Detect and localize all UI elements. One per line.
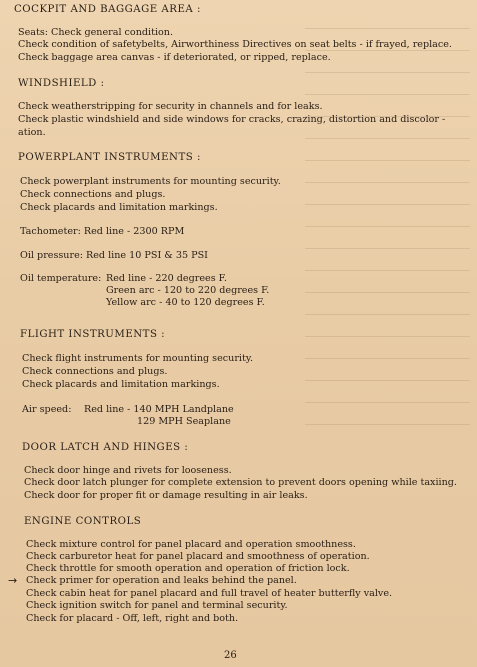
powerplant-line-2: Check connections and plugs. bbox=[20, 189, 166, 200]
door-heading: DOOR LATCH AND HINGES : bbox=[22, 442, 189, 453]
airspeed-line-2: 129 MPH Seaplane bbox=[137, 416, 231, 427]
powerplant-heading: POWERPLANT INSTRUMENTS : bbox=[18, 152, 201, 163]
engine-line-6: Check ignition switch for panel and terminal security. bbox=[26, 600, 288, 611]
door-line-1: Check door hinge and rivets for looseness. bbox=[24, 465, 232, 476]
page-number: 26 bbox=[224, 650, 237, 661]
oil-pressure-line: Oil pressure: Red line 10 PSI & 35 PSI bbox=[20, 250, 208, 261]
flight-line-3: Check placards and limitation markings. bbox=[22, 379, 220, 390]
margin-arrow-icon: → bbox=[8, 574, 18, 587]
door-line-3: Check door for proper fit or damage resulting in air leaks. bbox=[24, 490, 308, 501]
windshield-line-1: Check weatherstripping for security in channels and for leaks. bbox=[18, 101, 323, 112]
show-through-bleed bbox=[305, 18, 470, 438]
tachometer-line: Tachometer: Red line - 2300 RPM bbox=[20, 226, 185, 237]
flight-line-2: Check connections and plugs. bbox=[22, 366, 168, 377]
oil-temperature-label: Oil temperature: bbox=[20, 273, 102, 284]
engine-line-4: Check primer for operation and leaks behind the panel. bbox=[26, 575, 297, 586]
oil-temperature-line-1: Red line - 220 degrees F. bbox=[106, 273, 227, 284]
windshield-line-2: Check plastic windshield and side windows for cracks, crazing, distortion and discolor - bbox=[18, 114, 446, 125]
door-line-2: Check door latch plunger for complete extension to prevent doors opening while taxiing. bbox=[24, 477, 457, 488]
flight-line-1: Check flight instruments for mounting security. bbox=[22, 353, 254, 364]
engine-line-7: Check for placard - Off, left, right and both. bbox=[26, 613, 239, 624]
oil-temperature-line-2: Green arc - 120 to 220 degrees F. bbox=[106, 285, 270, 296]
engine-line-3: Check throttle for smooth operation and operation of friction lock. bbox=[26, 563, 350, 574]
engine-line-1: Check mixture control for panel placard and operation smoothness. bbox=[26, 539, 356, 550]
airspeed-label: Air speed: bbox=[22, 404, 72, 415]
powerplant-line-1: Check powerplant instruments for mounting security. bbox=[20, 176, 281, 187]
flight-heading: FLIGHT INSTRUMENTS : bbox=[20, 329, 166, 340]
cockpit-line-1: Seats: Check general condition. bbox=[18, 27, 174, 38]
cockpit-line-3: Check baggage area canvas - if deteriorated, or ripped, replace. bbox=[18, 52, 331, 63]
windshield-line-3: ation. bbox=[18, 127, 46, 138]
oil-temperature-line-3: Yellow arc - 40 to 120 degrees F. bbox=[106, 297, 265, 308]
airspeed-line-1: Red line - 140 MPH Landplane bbox=[84, 404, 234, 415]
cockpit-heading: COCKPIT AND BAGGAGE AREA : bbox=[14, 4, 201, 15]
engine-heading: ENGINE CONTROLS bbox=[24, 516, 142, 527]
windshield-heading: WINDSHIELD : bbox=[18, 78, 105, 89]
cockpit-line-2: Check condition of safetybelts, Airworthiness Directives on seat belts - if frayed, replace. bbox=[18, 39, 452, 50]
engine-line-2: Check carburetor heat for panel placard and smoothness of operation. bbox=[26, 551, 370, 562]
engine-line-5: Check cabin heat for panel placard and full travel of heater butterfly valve. bbox=[26, 588, 393, 599]
powerplant-line-3: Check placards and limitation markings. bbox=[20, 202, 218, 213]
